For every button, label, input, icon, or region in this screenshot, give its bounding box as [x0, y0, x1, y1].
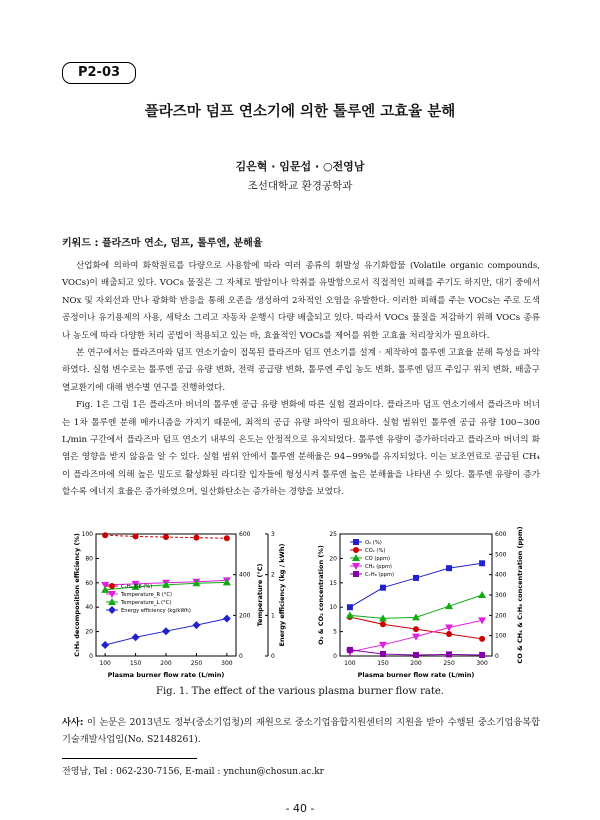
data-point [192, 621, 200, 629]
abstract-paragraph: 산업화에 의하여 화학원료를 다량으로 사용함에 따라 여러 종류의 휘발성 유기화합물 (Volatile organic compounds, VOCs)이 배출되고 있다. VOCs 물질은 그 자체로 발암이나 악취를 유발함으로서 직접적인 피해를 주기도 하지만, 대기 중에서 NOx 및 자외선과 만나 광화학 반응을 통해 오존을 생성하여 2차적인 오염을 유발한다. 이러한 피해를 주는 VOCs는 주로 도색공정이나 유기용제의 사용, 세탁소 그리고 자동차 운행시 다량 배출되고 있다. 따라서 VOCs 물질을 저감하기 위해 VOCs 종류나 농도에 따라 다양한 처리 공법이 적용되고 있는 바, 효율적인 VOCs를 제어를 위한 고효율 처리장치가 필요하다. [62, 261, 540, 341]
data-point [346, 611, 354, 618]
y_right-tick-label: 2 [271, 571, 275, 579]
y_mid-tick-label: 600 [239, 531, 251, 538]
x-tick-label: 250 [190, 660, 203, 667]
x-tick-label: 200 [160, 660, 172, 667]
data-point [224, 535, 230, 541]
data-point [163, 534, 169, 540]
data-point [132, 633, 140, 641]
x-tick-label: 200 [410, 660, 422, 667]
y-left-tick-label: 25 [329, 531, 337, 538]
abstract-paragraph: Fig. 1은 그림 1은 플라즈마 버너의 톨루엔 공급 유량 변화에 따른 실험 결과이다. 플라즈마 덤프 연소기에서 플라즈마 버너는 1차 톨루엔 분해 메카니즘을 가지기 때문에, 최적의 공급 유량 파악이 필요하다. 실험 범위인 톨루엔 공급 유량 100~300 L/min 구간에서 플라즈마 덤프 연소기 내부의 온도는 안정적으로 유지되었다. 톨루엔 유량이 증가하더라고 플라즈마 버너의 화염은 영향을 받지 않음을 알 수 있다. 실험 범위 안에서 톨루엔 분해율은 94~99%를 유지되었다. 이는 보조연료로 공급된 CH₄이 플라즈마에 의해 높은 밀도로 활성화된 라디칼 입자들에 형성시켜 톨루엔 높은 분해율을 나타낸 수 있다. 톨루엔 유량이 증가할수록 에너지 효율은 증가하였으며, 일산화탄소는 증가하는 경향을 보였다. [62, 400, 540, 498]
y-left-axis-label: O₂ & CO₂ concentration (%) [317, 545, 325, 645]
paper-title: 플라즈마 덤프 연소기에 의한 톨루엔 고효율 분해 [144, 104, 456, 120]
data-point [133, 533, 139, 539]
y_right-tick-label: 500 [495, 551, 507, 559]
x-axis-label: Plasma burner flow rate (L/min) [357, 671, 475, 679]
data-point [478, 591, 486, 598]
y_mid-tick-label: 400 [239, 571, 251, 579]
y-left-tick-label: 10 [329, 604, 337, 612]
legend-marker [353, 539, 359, 545]
x-tick-label: 100 [99, 660, 111, 667]
y_right-axis-label: Energy efficiency (kg / kWh) [278, 543, 286, 647]
y_right-tick-label: 3 [271, 531, 275, 538]
legend-marker [109, 583, 115, 589]
abstract-paragraph: 본 연구에서는 플라즈마와 덤프 연소기술이 접목된 플라즈마 덤프 연소기를 설계 · 제작하여 톨루엔 고효율 분해 특성을 파악하였다. 실험 변수로는 톨루엔 공급 유량 변화, 전력 공급량 변화, 톨루엔 주입 농도 변화, 톨루엔 덤프 주입구 위치 변화, 배출구 열교환기에 대해 변수별 연구를 진행하였다. [62, 348, 540, 393]
acknowledgement [62, 714, 540, 748]
data-point [479, 636, 485, 642]
legend-label: Temperature_R (°C) [121, 592, 172, 598]
legend-label: CO₂ (%) [365, 548, 386, 554]
y_right-tick-label: 600 [495, 531, 507, 538]
y_right-tick-label: 0 [271, 653, 275, 660]
x-tick-label: 250 [443, 660, 455, 667]
data-point [446, 631, 452, 637]
y_right-tick-label: 1 [271, 612, 275, 620]
data-point [101, 641, 109, 649]
data-point [446, 651, 452, 657]
legend-marker [108, 606, 116, 614]
data-point [223, 615, 231, 623]
data-point [162, 627, 170, 635]
legend-label: C₇H₈ DE (%) [121, 584, 153, 590]
figure-caption: Fig. 1. The effect of the various plasma burner flow rate. [156, 686, 444, 697]
data-point [380, 651, 386, 657]
legend-marker [353, 547, 359, 553]
y_right-tick-label: 300 [495, 592, 507, 599]
x-tick-label: 300 [221, 660, 233, 667]
chart-left-svg [58, 526, 288, 684]
affiliation: 조선대학교 환경공학과 [247, 180, 353, 192]
x-tick-label: 150 [129, 660, 142, 667]
data-point [102, 532, 108, 538]
x-tick-label: 100 [344, 660, 356, 667]
y-left-tick-label: 15 [329, 579, 337, 587]
chart-right [310, 526, 542, 684]
y-left-axis-label: C₇H₈ decomposition efficiency (%) [73, 533, 81, 657]
legend-label: C₇H₈ (ppm) [365, 572, 395, 578]
y_right-axis-label: CO & CH₄ & C₇H₈ concentration (ppm) [516, 526, 524, 664]
y_mid-tick-label: 200 [239, 612, 251, 620]
data-point [193, 535, 199, 541]
data-point [446, 565, 452, 571]
y-left-tick-label: 0 [89, 653, 93, 660]
authors: 김은혁 · 임문섭 · ○전영남 [235, 160, 365, 173]
data-point [479, 560, 485, 566]
footnote-rule [62, 758, 197, 759]
y_right-tick-label: 100 [495, 632, 507, 640]
y-left-tick-label: 60 [85, 579, 93, 587]
y-left-tick-label: 80 [85, 555, 93, 563]
data-point [413, 652, 419, 658]
y_right-tick-label: 200 [495, 612, 507, 620]
data-point [413, 575, 419, 581]
acknowledgement-text: 이 논문은 2013년도 정부(중소기업청)의 재원으로 중소기업융합지원센터의 지원을 받아 수행된 중소기업융복합기술개발사업임(No. S2148261). [62, 717, 541, 745]
acknowledgement-label: 사사: [62, 717, 84, 728]
data-point [347, 647, 353, 653]
data-point [347, 604, 353, 610]
y-left-tick-label: 20 [85, 628, 93, 636]
abstract [62, 258, 540, 502]
legend-label: CH₄ (ppm) [365, 564, 392, 570]
y_right-tick-label: 400 [495, 571, 507, 579]
y-left-tick-label: 100 [81, 531, 93, 538]
chart-right-svg [310, 526, 542, 684]
legend-label: CO (ppm) [365, 556, 391, 562]
y_mid-axis-label: Temperature (°C) [256, 563, 264, 627]
legend-marker [353, 571, 359, 577]
data-point [479, 652, 485, 658]
contact-footnote: 전영남, Tel : 062-230-7156, E-mail : ynchun@chosun.ac.kr [62, 767, 324, 777]
y_right-tick-label: 0 [495, 653, 499, 660]
x-axis-label: Plasma burner flow rate (L/min) [107, 671, 225, 679]
chart-left [58, 526, 288, 684]
legend-label: O₂ (%) [365, 540, 382, 546]
y_mid-tick-label: 0 [239, 653, 243, 660]
y-left-tick-label: 5 [333, 628, 337, 636]
page-number: - 40 - [285, 802, 315, 815]
y-left-tick-label: 40 [85, 604, 93, 612]
y-left-tick-label: 20 [329, 555, 337, 563]
legend-label: Temperature_L (°C) [121, 600, 172, 606]
legend-label: Energy efficiency (kg/kWh) [121, 608, 191, 614]
y-left-tick-label: 0 [333, 653, 337, 660]
data-point [380, 585, 386, 591]
keywords: 키워드 : 플라즈마 연소, 덤프, 톨루엔, 분해율 [62, 238, 263, 249]
session-code-badge: P2-03 [62, 62, 136, 84]
x-tick-label: 300 [476, 660, 488, 667]
data-point [380, 621, 386, 627]
data-point [413, 626, 419, 632]
x-tick-label: 150 [377, 660, 389, 667]
